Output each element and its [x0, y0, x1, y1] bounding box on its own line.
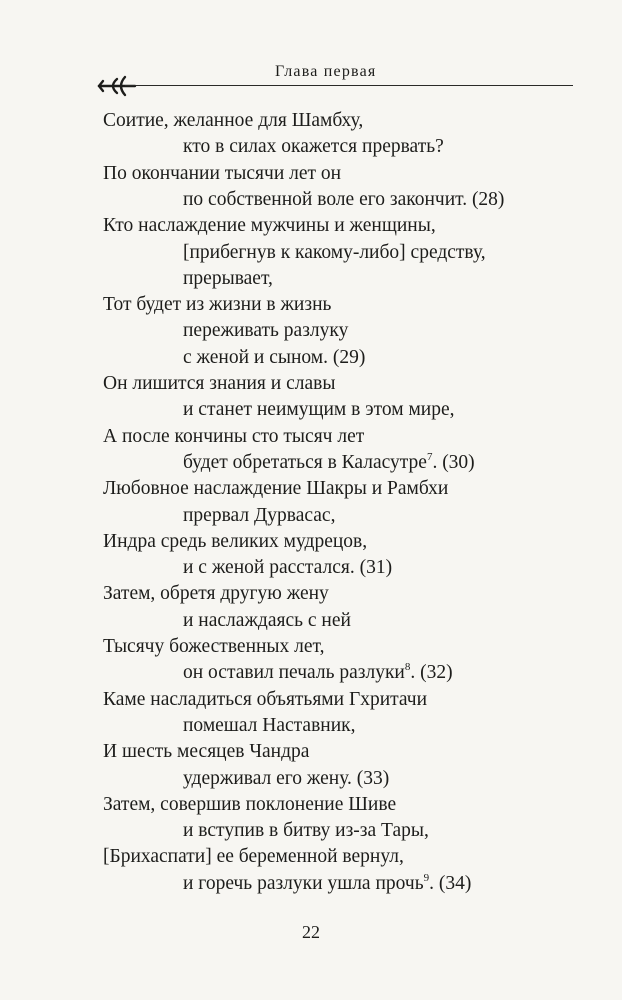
- verse-text: [прибегнув к какому-либо] средству,: [183, 241, 486, 263]
- verse-line: [183, 660, 453, 686]
- verse-text: помешал Наставник,: [183, 714, 356, 736]
- verse-text: и с женой расстался. (31): [183, 557, 393, 579]
- verse-line: [183, 450, 475, 476]
- verse-number: . (30): [432, 451, 475, 473]
- verse-line: [183, 766, 389, 792]
- verse-line: [183, 818, 429, 844]
- verse-line: [103, 844, 404, 870]
- verse-line: [183, 608, 351, 634]
- verse-line: [183, 555, 392, 581]
- verse-text: Индра средь великих мудрецов,: [103, 530, 368, 552]
- verse-text: и станет неимущим в этом мире,: [183, 399, 455, 421]
- verse-text: И шесть месяцев Чандра: [103, 741, 310, 763]
- verse-line: [103, 687, 427, 713]
- verse-line: [183, 345, 365, 371]
- footnote-marker: 9: [423, 871, 430, 884]
- verse-number: . (34): [429, 872, 472, 894]
- verse-text: Кто наслаждение мужчины и женщины,: [103, 215, 436, 237]
- verse-line: [103, 371, 335, 397]
- verse-text: Любовное наслаждение Шакры и Рамбхи: [103, 478, 449, 500]
- verse-line: [103, 161, 341, 187]
- verse-text: переживать разлуку: [183, 320, 349, 342]
- verse-text: Он лишится знания и славы: [103, 373, 336, 394]
- verse-text: Тот будет из жизни в жизнь: [103, 294, 332, 316]
- verse-line: [183, 871, 471, 897]
- verse-text: и наслаждаясь с ней: [183, 609, 351, 631]
- header-rule: [125, 85, 573, 86]
- verse-line: [103, 476, 448, 502]
- verse-text: удерживал его жену. (33): [183, 767, 390, 789]
- verse-text: по собственной воле его закончит. (28): [183, 188, 505, 210]
- verse-text: По окончании тысячи лет он: [103, 162, 342, 184]
- verse-line: [183, 134, 444, 160]
- verse-text: Соитие, желанное для Шамбху,: [103, 110, 364, 131]
- verse-text: Тысячу божественных лет,: [103, 636, 325, 657]
- verse-number: . (32): [410, 662, 453, 684]
- footnote-marker: 8: [404, 661, 411, 674]
- verse-line: [103, 581, 329, 607]
- verse-text: Затем, обретя другую жену: [103, 583, 329, 605]
- verse-text: и горечь разлуки ушла прочь: [183, 872, 424, 894]
- verse-text: с женой и сыном. (29): [183, 346, 366, 368]
- verse-text: прервал Дурвасас,: [183, 504, 336, 526]
- verse-line: [103, 213, 436, 239]
- verse-line: [183, 240, 486, 266]
- footnote-marker: 7: [426, 450, 433, 463]
- verse-text: А после кончины сто тысяч лет: [103, 425, 365, 447]
- verse-line: [183, 713, 356, 739]
- verse-line: [183, 318, 348, 344]
- verse-line: [103, 634, 324, 660]
- verse-line: [103, 739, 309, 765]
- verse-text: будет обретаться в Каласутре: [183, 451, 427, 473]
- chapter-title: Глава первая: [275, 63, 377, 80]
- verse-text: [Брихаспати] ее беременной вернул,: [103, 846, 404, 868]
- verse-line: [183, 266, 273, 292]
- verse-text: кто в силах окажется прервать?: [183, 136, 444, 158]
- verse-line: [103, 792, 396, 818]
- verse-text: Затем, совершив поклонение Шиве: [103, 793, 397, 815]
- verse-line: [183, 187, 504, 213]
- verse-text: и вступив в битву из-за Тары,: [183, 820, 429, 842]
- verse-text: Каме насладиться объятьями Гхритачи: [103, 688, 428, 710]
- verse-line: [103, 108, 363, 134]
- page-number: 22: [302, 922, 320, 942]
- trident-icon: [95, 74, 139, 98]
- verse-line: [183, 503, 335, 529]
- verse-text: прерывает,: [183, 267, 273, 289]
- verse-line: [103, 292, 331, 318]
- verse-line: [103, 529, 367, 555]
- verse-line: [103, 424, 364, 450]
- verse-line: [183, 397, 455, 423]
- running-header: [95, 58, 573, 98]
- verse-text: он оставил печаль разлуки: [183, 662, 405, 684]
